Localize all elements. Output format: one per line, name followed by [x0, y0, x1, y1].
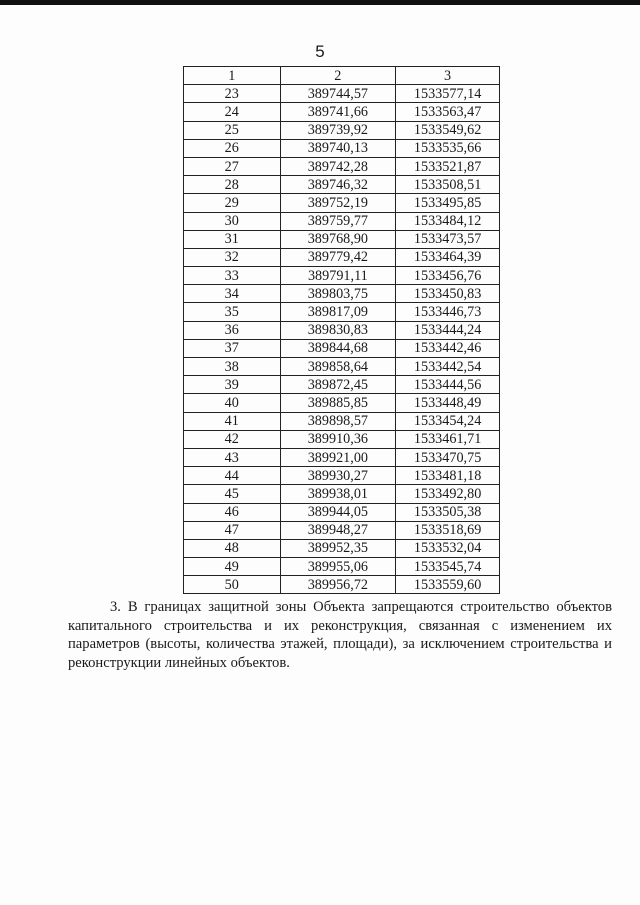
table-row [184, 157, 500, 175]
table-row [184, 248, 500, 266]
point-number-cell: 47 [184, 521, 281, 539]
x-coordinate-cell: 389948,27 [280, 521, 396, 539]
table-row [184, 212, 500, 230]
y-coordinate-cell: 1533448,49 [396, 394, 500, 412]
y-coordinate-cell: 1533545,74 [396, 558, 500, 576]
column-header: 1 [184, 67, 281, 85]
table-row [184, 467, 500, 485]
point-number-cell: 45 [184, 485, 281, 503]
x-coordinate-cell: 389938,01 [280, 485, 396, 503]
x-coordinate-cell: 389742,28 [280, 157, 396, 175]
table-row [184, 412, 500, 430]
point-number-cell: 27 [184, 157, 281, 175]
table-row [184, 558, 500, 576]
x-coordinate-cell: 389817,09 [280, 303, 396, 321]
x-coordinate-cell: 389898,57 [280, 412, 396, 430]
y-coordinate-cell: 1533473,57 [396, 230, 500, 248]
point-number-cell: 38 [184, 358, 281, 376]
x-coordinate-cell: 389844,68 [280, 339, 396, 357]
x-coordinate-cell: 389803,75 [280, 285, 396, 303]
table-row [184, 85, 500, 103]
point-number-cell: 49 [184, 558, 281, 576]
y-coordinate-cell: 1533444,24 [396, 321, 500, 339]
point-number-cell: 42 [184, 430, 281, 448]
table-row [184, 339, 500, 357]
y-coordinate-cell: 1533454,24 [396, 412, 500, 430]
point-number-cell: 39 [184, 376, 281, 394]
point-number-cell: 43 [184, 448, 281, 466]
y-coordinate-cell: 1533549,62 [396, 121, 500, 139]
y-coordinate-cell: 1533446,73 [396, 303, 500, 321]
point-number-cell: 46 [184, 503, 281, 521]
table-row [184, 194, 500, 212]
y-coordinate-cell: 1533577,14 [396, 85, 500, 103]
point-number-cell: 50 [184, 576, 281, 594]
point-number-cell: 34 [184, 285, 281, 303]
point-number-cell: 32 [184, 248, 281, 266]
point-number-cell: 23 [184, 85, 281, 103]
point-number-cell: 28 [184, 176, 281, 194]
page-number: 5 [315, 42, 325, 61]
table-row [184, 448, 500, 466]
point-number-cell: 41 [184, 412, 281, 430]
column-header: 3 [396, 67, 500, 85]
y-coordinate-cell: 1533461,71 [396, 430, 500, 448]
point-number-cell: 26 [184, 139, 281, 157]
table-header-row [184, 67, 500, 85]
table-row [184, 376, 500, 394]
table-row [184, 321, 500, 339]
point-number-cell: 37 [184, 339, 281, 357]
y-coordinate-cell: 1533456,76 [396, 267, 500, 285]
y-coordinate-cell: 1533505,38 [396, 503, 500, 521]
table-row [184, 503, 500, 521]
table-body [184, 85, 500, 594]
table-row [184, 121, 500, 139]
table-row [184, 430, 500, 448]
x-coordinate-cell: 389955,06 [280, 558, 396, 576]
y-coordinate-cell: 1533532,04 [396, 539, 500, 557]
point-number-cell: 44 [184, 467, 281, 485]
point-number-cell: 33 [184, 267, 281, 285]
y-coordinate-cell: 1533470,75 [396, 448, 500, 466]
table-row [184, 358, 500, 376]
x-coordinate-cell: 389779,42 [280, 248, 396, 266]
x-coordinate-cell: 389885,85 [280, 394, 396, 412]
x-coordinate-cell: 389930,27 [280, 467, 396, 485]
point-number-cell: 31 [184, 230, 281, 248]
x-coordinate-cell: 389910,36 [280, 430, 396, 448]
y-coordinate-cell: 1533442,46 [396, 339, 500, 357]
y-coordinate-cell: 1533464,39 [396, 248, 500, 266]
y-coordinate-cell: 1533521,87 [396, 157, 500, 175]
x-coordinate-cell: 389740,13 [280, 139, 396, 157]
point-number-cell: 36 [184, 321, 281, 339]
table-row [184, 230, 500, 248]
y-coordinate-cell: 1533481,18 [396, 467, 500, 485]
scan-top-edge [0, 0, 640, 5]
x-coordinate-cell: 389921,00 [280, 448, 396, 466]
point-number-cell: 25 [184, 121, 281, 139]
x-coordinate-cell: 389830,83 [280, 321, 396, 339]
x-coordinate-cell: 389944,05 [280, 503, 396, 521]
table-row [184, 303, 500, 321]
y-coordinate-cell: 1533563,47 [396, 103, 500, 121]
y-coordinate-cell: 1533484,12 [396, 212, 500, 230]
y-coordinate-cell: 1533508,51 [396, 176, 500, 194]
y-coordinate-cell: 1533442,54 [396, 358, 500, 376]
x-coordinate-cell: 389752,19 [280, 194, 396, 212]
x-coordinate-cell: 389746,32 [280, 176, 396, 194]
y-coordinate-cell: 1533444,56 [396, 376, 500, 394]
x-coordinate-cell: 389768,90 [280, 230, 396, 248]
x-coordinate-cell: 389759,77 [280, 212, 396, 230]
table-row [184, 576, 500, 594]
point-number-cell: 30 [184, 212, 281, 230]
point-number-cell: 35 [184, 303, 281, 321]
column-header: 2 [280, 67, 396, 85]
table-row [184, 394, 500, 412]
x-coordinate-cell: 389858,64 [280, 358, 396, 376]
x-coordinate-cell: 389739,92 [280, 121, 396, 139]
table-row [184, 539, 500, 557]
point-number-cell: 24 [184, 103, 281, 121]
y-coordinate-cell: 1533450,83 [396, 285, 500, 303]
coordinates-table [183, 66, 500, 594]
table-row [184, 176, 500, 194]
point-number-cell: 29 [184, 194, 281, 212]
restriction-paragraph: 3. В границах защитной зоны Объекта запрещаются строительство объектов капитального строительства и их реконструкция, связанная с изменением их параметров (высоты, количества этажей, площади), за исключением строительства и реконструкции линейных объектов. [68, 599, 612, 671]
point-number-cell: 48 [184, 539, 281, 557]
y-coordinate-cell: 1533518,69 [396, 521, 500, 539]
y-coordinate-cell: 1533559,60 [396, 576, 500, 594]
y-coordinate-cell: 1533495,85 [396, 194, 500, 212]
y-coordinate-cell: 1533492,80 [396, 485, 500, 503]
x-coordinate-cell: 389791,11 [280, 267, 396, 285]
x-coordinate-cell: 389956,72 [280, 576, 396, 594]
y-coordinate-cell: 1533535,66 [396, 139, 500, 157]
point-number-cell: 40 [184, 394, 281, 412]
table-row [184, 485, 500, 503]
table-row [184, 285, 500, 303]
x-coordinate-cell: 389872,45 [280, 376, 396, 394]
x-coordinate-cell: 389741,66 [280, 103, 396, 121]
x-coordinate-cell: 389952,35 [280, 539, 396, 557]
table-row [184, 267, 500, 285]
x-coordinate-cell: 389744,57 [280, 85, 396, 103]
table-row [184, 103, 500, 121]
table-row [184, 139, 500, 157]
table-row [184, 521, 500, 539]
